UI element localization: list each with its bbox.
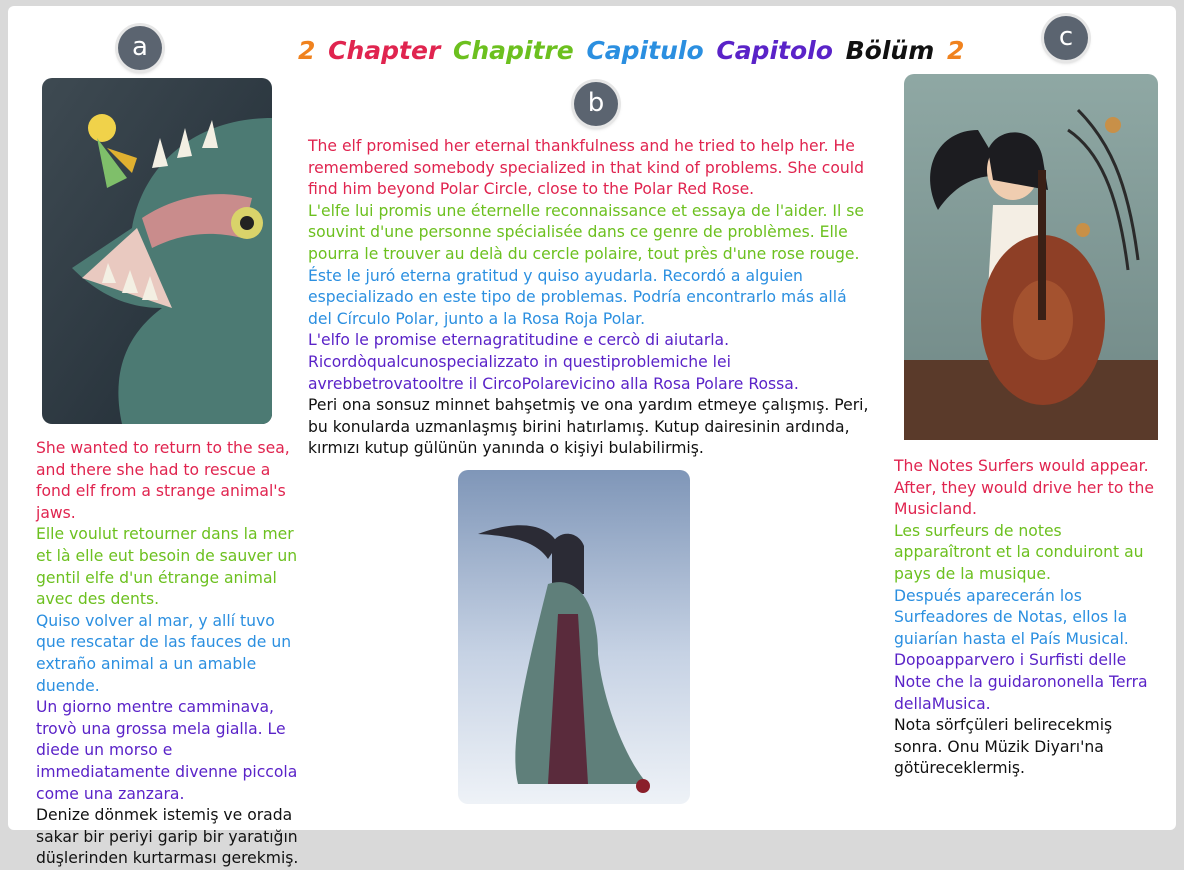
section-a-english: She wanted to return to the sea, and there she had to rescue a fond elf from a strange animal's jaws. xyxy=(36,439,290,522)
section-c-italian: Dopoapparvero i Surfisti delle Note che la guidarononella Terra dellaMusica. xyxy=(894,651,1148,713)
section-a-french: Elle voulut retourner dans la mer et là elle eut besoin de sauver un gentil elfe d'un étrange animal avec des dents. xyxy=(36,525,298,609)
section-b-italian: L'elfo le promise eternagratitudine e cercò di aiutarla. Ricordòqualcunospecializzato in questiproblemiche lei avrebbetrovatooltre il CircoPolarevicino alla Rosa Polare Rossa. xyxy=(308,331,799,393)
chapter-number-right: 2 xyxy=(947,36,965,65)
section-b-french: L'elfe lui promis une éternelle reconnaissance et essaya de l'aider. Il se souvint d'une personne spécialisée dans ce genre de problèmes. Elle pourra le trouver au delà du cercle polaire, tout près d'une rose rouge. xyxy=(308,201,864,263)
badge-a: a xyxy=(118,26,162,70)
chapter-title xyxy=(298,36,965,72)
section-a-spanish: Quiso volver al mar, y allí tuvo que rescatar de las fauces de un extraño animal a un amable duende. xyxy=(36,611,292,695)
section-c-english: The Notes Surfers would appear. After, they would drive her to the Musicland. xyxy=(894,457,1154,519)
title-english: Chapter xyxy=(328,36,441,65)
girl-in-snow-illustration xyxy=(448,464,700,810)
title-french: Chapitre xyxy=(453,36,574,65)
section-c-spanish: Después aparecerán los Surfeadores de Notas, ellos la guiarían hasta el País Musical. xyxy=(894,586,1129,648)
cello-player-illustration xyxy=(898,70,1164,456)
section-b-english: The elf promised her eternal thankfulness and he tried to help her. He remembered somebody specialized in that kind of problems. She could find him beyond Polar Circle, close to the Polar Red Rose. xyxy=(308,137,864,199)
section-b-turkish: Peri ona sonsuz minnet bahşetmiş ve ona yardım etmeye çalışmış. Peri, bu konularda uzmanlaşmış birini hatırlamış. Kutup dairesinin ardında, kırmızı kutup gülünün yanında o kişiyi bulabilirmiş. xyxy=(308,396,869,458)
badge-c: c xyxy=(1044,16,1088,60)
badge-b: b xyxy=(574,82,618,126)
section-b-text xyxy=(308,136,872,460)
section-c-turkish: Nota sörfçüleri belirecekmiş sonra. Onu Müzik Diyarı'na götüreceklermiş. xyxy=(894,716,1113,778)
section-c-french: Les surfeurs de notes apparaîtront et la conduiront au pays de la musique. xyxy=(894,521,1144,583)
chapter-number-left: 2 xyxy=(298,36,316,65)
section-b-spanish: Éste le juró eterna gratitud y quiso ayudarla. Recordó a alguien especializado en este tipo de problemas. Podría encontrarlo más allá del Círculo Polar, junto a la Rosa Roja Polar. xyxy=(308,266,847,328)
section-a-italian: Un giorno mentre camminava, trovò una grossa mela gialla. Le diede un morso e immediatamente divenne piccola come una zanzara. xyxy=(36,698,298,803)
section-a-text xyxy=(36,438,306,870)
story-page xyxy=(8,6,1176,868)
section-a-turkish: Denize dönmek istemiş ve orada sakar bir periyi garip bir yaratığın düşlerinden kurtarması gerekmiş. xyxy=(36,806,299,868)
title-spanish: Capitulo xyxy=(586,36,704,65)
title-italian: Capitolo xyxy=(716,36,833,65)
title-turkish: Bölüm xyxy=(845,36,935,65)
dragon-elf-illustration xyxy=(42,78,272,424)
section-c-text xyxy=(894,456,1160,780)
